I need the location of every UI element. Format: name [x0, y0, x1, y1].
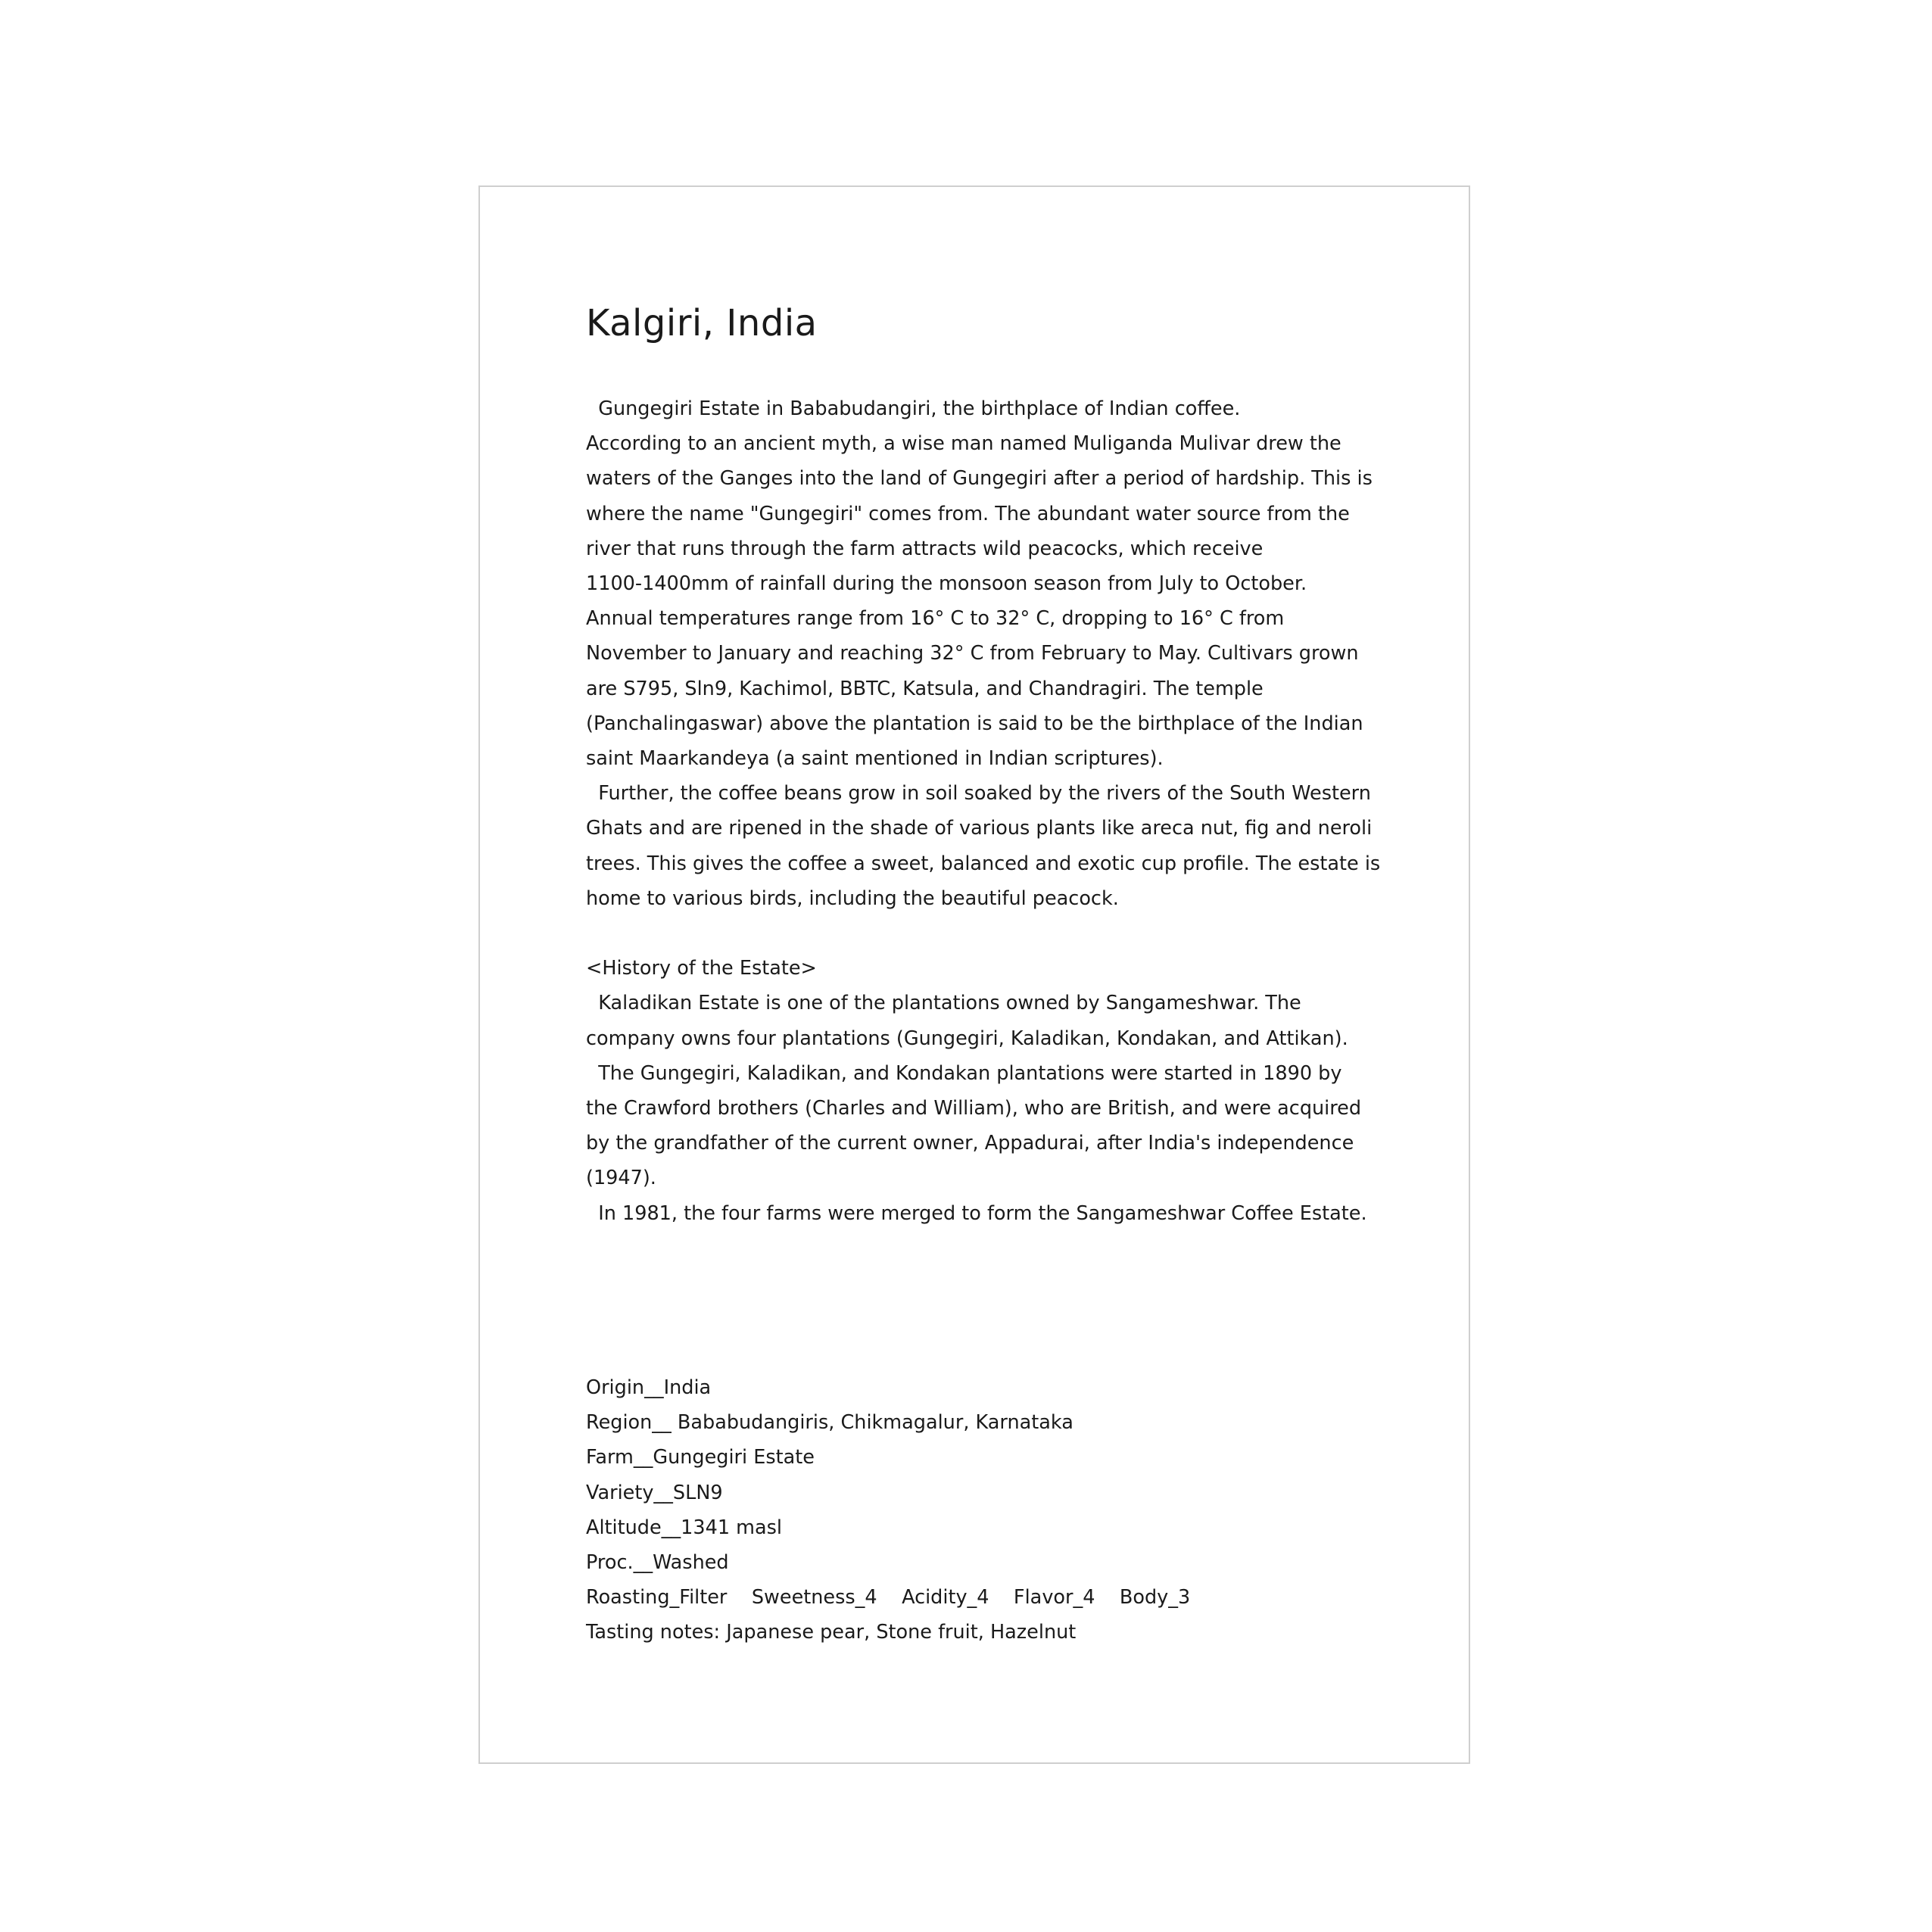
product-card [478, 185, 1470, 1764]
description-line: are S795, Sln9, Kachimol, BBTC, Katsula, and Chandragiri. The temple [586, 677, 1264, 700]
history-line: The Gungegiri, Kaladikan, and Kondakan plantations were started in 1890 by [586, 1061, 1342, 1085]
spec-process: Proc.__Washed [586, 1551, 729, 1575]
description-line: trees. This gives the coffee a sweet, balanced and exotic cup profile. The estate is [586, 852, 1381, 875]
description-line: waters of the Ganges into the land of Gungegiri after a period of hardship. This is [586, 467, 1373, 491]
description-line: 1100-1400mm of rainfall during the monsoon season from July to October. [586, 572, 1307, 596]
history-line: company owns four plantations (Gungegiri, Kaladikan, Kondakan, and Attikan). [586, 1027, 1348, 1050]
page-title: Kalgiri, India [586, 302, 818, 344]
description-line: (Panchalingaswar) above the plantation is said to be the birthplace of the Indian [586, 712, 1363, 735]
description-line: river that runs through the farm attracts wild peacocks, which receive [586, 537, 1264, 560]
spec-farm: Farm__Gungegiri Estate [586, 1446, 815, 1469]
history-line: Kaladikan Estate is one of the plantations owned by Sangameshwar. The [586, 992, 1301, 1015]
history-line: (1947). [586, 1167, 656, 1190]
description-line: Gungegiri Estate in Bababudangiri, the birthplace of Indian coffee. [586, 397, 1241, 420]
spec-variety: Variety__SLN9 [586, 1481, 723, 1504]
paragraph-spacer [586, 916, 1388, 951]
spec-region: Region__ Bababudangiris, Chikmagalur, Karnataka [586, 1411, 1074, 1435]
history-line: by the grandfather of the current owner, Appadurai, after India's independence [586, 1132, 1354, 1155]
description-line: Further, the coffee beans grow in soil soaked by the rivers of the South Western [586, 782, 1371, 806]
description-line: According to an ancient myth, a wise man named Muliganda Mulivar drew the [586, 432, 1341, 456]
history-line: the Crawford brothers (Charles and William), who are British, and were acquired [586, 1097, 1362, 1120]
spec-profile: Roasting_Filter Sweetness_4 Acidity_4 Flavor_4 Body_3 [586, 1586, 1191, 1609]
description-line: saint Maarkandeya (a saint mentioned in Indian scriptures). [586, 747, 1164, 771]
history-line: In 1981, the four farms were merged to form the Sangameshwar Coffee Estate. [586, 1201, 1367, 1225]
history-heading: <History of the Estate> [586, 957, 817, 980]
description [586, 391, 1388, 1231]
description-line: November to January and reaching 32° C from February to May. Cultivars grown [586, 642, 1359, 665]
description-line: Annual temperatures range from 16° C to 32° C, dropping to 16° C from [586, 607, 1285, 631]
description-line: home to various birds, including the beautiful peacock. [586, 887, 1119, 910]
spec-tasting-notes: Tasting notes: Japanese pear, Stone fruit, Hazelnut [586, 1621, 1077, 1644]
spec-altitude: Altitude__1341 masl [586, 1516, 782, 1539]
spec-origin: Origin__India [586, 1376, 712, 1399]
card-content [586, 301, 1388, 1231]
description-line: where the name "Gungegiri" comes from. The abundant water source from the [586, 502, 1350, 525]
coffee-specs [586, 1370, 1388, 1650]
description-line: Ghats and are ripened in the shade of various plants like areca nut, fig and neroli [586, 817, 1373, 840]
